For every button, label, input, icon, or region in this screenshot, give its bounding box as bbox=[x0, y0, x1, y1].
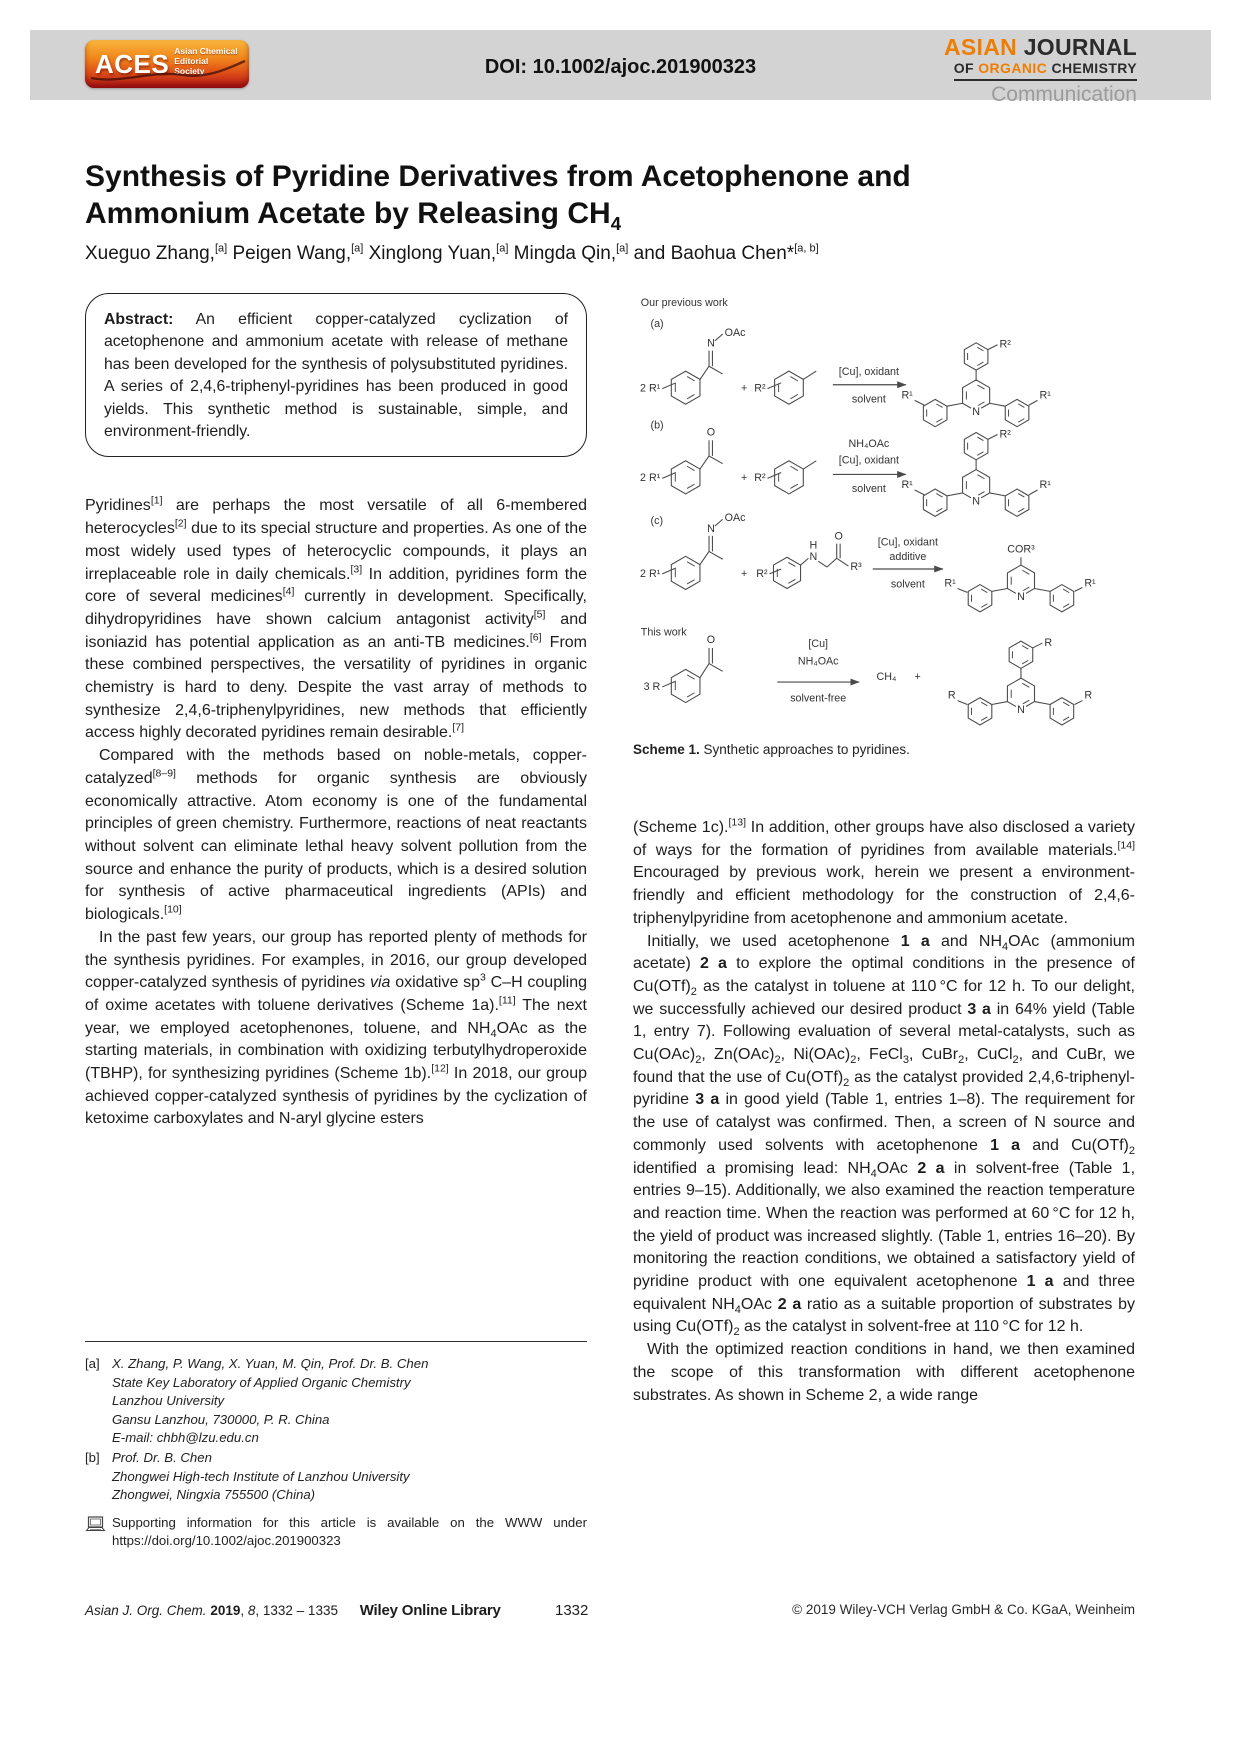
scheme-label-r1: R¹ bbox=[944, 577, 956, 590]
title-line-2: Ammonium Acetate by Releasing $CH_4$ bbox=[85, 197, 622, 234]
aromatic-bond bbox=[977, 437, 983, 441]
scheme-caption bbox=[633, 741, 1135, 759]
scheme-label-this_work: This work bbox=[640, 626, 687, 639]
aromatic-bond bbox=[687, 580, 694, 584]
scheme-label-three_r: 3 R bbox=[643, 680, 661, 693]
bond bbox=[988, 345, 998, 350]
right-column bbox=[633, 292, 1135, 1407]
aromatic-bond bbox=[1018, 508, 1024, 512]
bond bbox=[1029, 490, 1038, 495]
aromatic-bond bbox=[687, 377, 694, 381]
bond bbox=[992, 588, 1008, 591]
footnote-a-label: [a] bbox=[85, 1356, 100, 1371]
aromatic-bond bbox=[687, 675, 694, 679]
bond bbox=[947, 493, 963, 496]
scheme-label-o: O bbox=[834, 530, 843, 543]
scheme-label-r2: R² bbox=[754, 382, 766, 395]
scheme-label-n: N bbox=[972, 405, 980, 418]
aromatic-bond bbox=[936, 494, 942, 498]
footnote-b bbox=[85, 1449, 587, 1505]
scheme-label-two_r1: 2 R¹ bbox=[640, 382, 661, 395]
bond bbox=[700, 456, 709, 469]
scheme-label-solvent: solvent bbox=[851, 482, 886, 495]
scheme-label-cu_ox: [Cu], oxidant bbox=[877, 536, 938, 549]
scheme-label-o: O bbox=[706, 426, 716, 439]
scheme-label-o: O bbox=[706, 634, 716, 647]
bond bbox=[700, 664, 709, 678]
aromatic-bond bbox=[790, 484, 797, 488]
scheme-label-r1: R¹ bbox=[901, 389, 913, 402]
scheme-label-additive: additive bbox=[889, 551, 927, 564]
paragraph: Compared with the methods based on noble-metals, copper-catalyzed[8–9] methods for organic synthesis are obviously economically attractive. Atom economy is one of the fundamental principles of green chemistry. Furthermore, reactions of neat reactants without solvent can eliminate lethal heavy solvent pollution from the source and enhance the purity of products, which is a desired solution for synthesis of active pharmaceutical ingredients (APIs) and biologicals.[10] bbox=[85, 747, 587, 924]
bond bbox=[1033, 643, 1043, 648]
scheme-label-n: N bbox=[809, 551, 818, 564]
aromatic-bond bbox=[1063, 717, 1069, 721]
bond bbox=[709, 456, 723, 464]
abstract-box: Abstract: An efficient copper-catalyzed cyclization of acetophenone and ammonium acetate with release of methane has been developed for the synthesis of polysubstituted pyridines. A series of 2,4,6-triphenyl-pyridines has been produced in good yields. This synthetic method is sustainable, simple, and environment-friendly. bbox=[85, 293, 587, 457]
bond bbox=[709, 664, 723, 672]
journal-citation: Asian J. Org. Chem. 2019, 8, 1332 – 1335 bbox=[85, 1603, 338, 1618]
bond bbox=[1075, 588, 1083, 592]
aromatic-bond bbox=[790, 394, 797, 398]
left-column-body bbox=[85, 495, 587, 1131]
aromatic-bond bbox=[1022, 683, 1029, 687]
journal-subname-organic: ORGANIC bbox=[978, 60, 1048, 76]
bond bbox=[1035, 588, 1051, 591]
bond bbox=[988, 434, 998, 439]
authors-line: Xueguo Zhang,[a] Peigen Wang,[a] Xinglong Yuan,[a] Mingda Qin,[a] and Baohua Chen*[a, b] bbox=[85, 242, 819, 264]
footnote-a-content: X. Zhang, P. Wang, X. Yuan, M. Qin, Prof. Dr. B. Chen State Key Laboratory of Applied Organic Chemistry Lanzhou University Gansu Lanzhou, 730000, P. R. China E-mail: chbh@lzu.edu.cn bbox=[112, 1356, 429, 1446]
journal-subname-of: OF bbox=[953, 60, 974, 76]
aromatic-bond bbox=[977, 452, 983, 456]
scheme-label-nh4oac: NH₄OAc bbox=[848, 438, 890, 451]
aromatic-bond bbox=[687, 693, 694, 697]
aromatic-bond bbox=[1022, 570, 1029, 574]
footnote-divider bbox=[85, 1341, 587, 1342]
bond bbox=[1075, 701, 1083, 705]
paragraph: With the optimized reaction conditions in hand, we then examined the scope of this transformation with different acetophenone substrates. As shown in Scheme 2, a wide range bbox=[633, 1341, 1135, 1404]
aromatic-bond bbox=[1063, 604, 1069, 608]
bond bbox=[1035, 702, 1051, 705]
aromatic-bond bbox=[936, 508, 942, 512]
scheme-label-solvent: solvent bbox=[851, 393, 886, 406]
doi-text: DOI: 10.1002/ajoc.201900323 bbox=[484, 56, 757, 78]
scheme-label-cor3: COR³ bbox=[1007, 543, 1035, 556]
scheme-label-oac: OAc bbox=[724, 327, 746, 340]
bond bbox=[992, 702, 1008, 705]
article-type-label: Communication bbox=[991, 83, 1137, 106]
scheme-label-r3: R³ bbox=[850, 560, 862, 573]
journal-name-asian: ASIAN bbox=[943, 34, 1018, 60]
bond bbox=[715, 519, 723, 526]
scheme-label-r1: R¹ bbox=[1084, 577, 1096, 590]
scheme-label-c: (c) bbox=[650, 515, 664, 528]
aromatic-bond bbox=[1022, 660, 1028, 664]
aromatic-bond bbox=[1018, 419, 1024, 423]
aromatic-bond bbox=[936, 419, 942, 423]
scheme-caption-text: Synthetic approaches to pyridines. bbox=[699, 742, 910, 757]
scheme-label-r2: R² bbox=[999, 428, 1011, 441]
scheme-label-plus: + bbox=[914, 671, 921, 684]
journal-logo bbox=[944, 34, 1137, 106]
aromatic-bond bbox=[687, 466, 694, 470]
aromatic-bond bbox=[977, 475, 984, 479]
scheme-label-a: (a) bbox=[650, 318, 664, 331]
scheme-label-cu_ox: [Cu], oxidant bbox=[838, 366, 899, 379]
footnotes-block bbox=[85, 1341, 587, 1551]
aromatic-bond bbox=[981, 589, 987, 593]
aromatic-bond bbox=[981, 717, 987, 721]
scheme-label-cu_ox: [Cu], oxidant bbox=[838, 454, 899, 467]
bond bbox=[818, 561, 827, 567]
paragraph: In the past few years, our group has reported plenty of methods for the synthesis pyridines. For examples, in 2016, our group developed copper-catalyzed synthesis of pyridines via oxidative $sp^3$ C–H coupling of oxime acetates with toluene derivatives (Scheme 1a).[11] The next year, we employed acetophenones, toluene, and $NH_4OAc$ as the starting materials, in combination with oxidizing terbutylhydroperoxide (TBHP), for synthesizing pyridines (Scheme 1b).[12] In 2018, our group achieved copper-catalyzed synthesis of pyridines by the cyclization of ketoxime carboxylates and N-aryl glycine esters bbox=[85, 928, 588, 1128]
aromatic-bond bbox=[687, 484, 694, 488]
aromatic-bond bbox=[1018, 494, 1024, 498]
scheme-label-r2: R² bbox=[999, 338, 1011, 351]
scheme-label-n: N bbox=[972, 495, 980, 508]
aromatic-bond bbox=[687, 562, 694, 566]
footer-left bbox=[85, 1602, 501, 1619]
scheme-label-solvent_free: solvent-free bbox=[790, 692, 847, 705]
scheme-label-n: N bbox=[707, 337, 715, 350]
bond bbox=[827, 558, 837, 567]
supporting-info-text: Supporting information for this article is available on the WWW under https://doi.org/10.1002/ajoc.201900323 bbox=[112, 1514, 587, 1549]
scheme-label-plus: + bbox=[740, 472, 748, 485]
paragraph: Pyridines[1] are perhaps the most versatile of all 6-membered heterocycles[2] due to its special structure and properties. As one of the most widely used types of heterocyclic compounds, it plays an irreplaceable role in daily chemicals.[3] In addition, pyridines form the core of several medicines[4] currently in development. Specifically, dihydropyridines have shown calcium antagonist activity[5] and isoniazid has potential application as an anti-TB medicines.[6] From these combined perspectives, the versatility of pyridines in organic chemistry is hard to deny. Despite the vast array of methods to synthesize 2,4,6-triphenylpyridines, new methods that efficiently access highly decorated pyridines remain desirable.[7] bbox=[85, 495, 587, 742]
bond bbox=[709, 366, 723, 374]
journal-name-journal: JOURNAL bbox=[1023, 34, 1137, 60]
scheme-caption-label: Scheme 1. bbox=[633, 742, 700, 757]
bond bbox=[715, 334, 723, 341]
scheme-label-r: R bbox=[947, 689, 956, 702]
scheme-label-oac: OAc bbox=[724, 512, 746, 525]
bond bbox=[700, 551, 709, 564]
aromatic-bond bbox=[981, 604, 987, 608]
bond bbox=[801, 558, 809, 565]
laptop-icon bbox=[85, 1514, 112, 1539]
aromatic-bond bbox=[788, 562, 795, 566]
paragraph: Initially, we used acetophenone 1 a and $NH_4OAc$ (ammonium acetate) 2 a to explore the optimal conditions in the presence of $Cu(OTf)_2$ as the catalyst in toluene at 110 °C for 12 h. To our delight, we successfully achieved our desired product 3 a in 64% yield (Table 1, entry 7). Following evaluation of several metal-catalysts, such as $Cu(OAc)_2$, $Zn(OAc)_2$, $Ni(OAc)_2$, FeCl$_3$, CuBr$_2$, CuCl$_2$, and CuBr, we found that the use of $Cu(OTf)_2$ as the catalyst provided 2,4,6-triphenyl-pyridine 3 a in good yield (Table 1, entries 1–8). The requirement for the use of catalyst was confirmed. Then, a screen of N source and commonly used solvents with acetophenone 1 a and $Cu(OTf)_2$ identified a promising lead: $NH_4OAc$ 2 a in solvent-free (Table 1, entries 9–15). Additionally, we also examined the reaction temperature and reaction time. When the reaction was performed at 60 °C for 12 h, the yield of product was increased slightly. (Table 1, entries 16–20). By monitoring the reaction conditions, we obtained a satisfactory yield of pyridine product with one equivalent acetophenone 1 a and three equivalent $NH_4OAc$ 2 a ratio as a suitable proportion of substrates by using $Cu(OTf)_2$ as the catalyst in solvent-free at 110 °C for 12 h. bbox=[633, 932, 1136, 1339]
bond bbox=[709, 551, 723, 559]
bond bbox=[1029, 400, 1038, 405]
supporting-info bbox=[85, 1514, 587, 1551]
title-line-1: Synthesis of Pyridine Derivatives from Acetophenone and bbox=[85, 160, 911, 193]
aromatic-bond bbox=[977, 362, 983, 366]
bond bbox=[769, 569, 781, 574]
bond bbox=[958, 588, 968, 592]
scheme-label-r: R bbox=[1044, 636, 1053, 649]
scheme-label-plus: + bbox=[740, 567, 748, 580]
page-title bbox=[85, 158, 1095, 242]
scheme-label-prev: Our previous work bbox=[640, 296, 728, 309]
aromatic-bond bbox=[1022, 646, 1028, 650]
bond bbox=[958, 701, 968, 705]
bond bbox=[662, 383, 676, 389]
header-bar bbox=[30, 30, 1211, 106]
journal-subname bbox=[954, 60, 1137, 76]
right-column-body bbox=[633, 817, 1135, 1407]
scheme-1-figure bbox=[633, 292, 1135, 729]
bond bbox=[947, 403, 963, 406]
paragraph: (Scheme 1c).[13] In addition, other groups have also disclosed a variety of ways for the formation of pyridines from available materials.[14] Encouraged by previous work, herein we present a environment-friendly and efficient methodology for the construction of 2,4,6-triphenylpyridine from acetophenone and ammonium acetate. bbox=[633, 816, 1136, 927]
bond bbox=[700, 366, 709, 379]
bond bbox=[837, 558, 849, 566]
wiley-online-library-label: Wiley Online Library bbox=[359, 1602, 501, 1619]
bond bbox=[662, 568, 676, 574]
scheme-label-cu: [Cu] bbox=[808, 637, 829, 650]
scheme-label-h: H bbox=[809, 539, 818, 552]
bond bbox=[915, 490, 925, 495]
scheme-label-r: R bbox=[1084, 689, 1093, 702]
bond bbox=[662, 472, 676, 478]
journal-subname-underline bbox=[954, 60, 1137, 81]
scheme-label-n: N bbox=[1017, 591, 1025, 604]
aces-subtitle-line2: Editorial Society bbox=[174, 56, 209, 76]
journal-subname-chemistry: CHEMISTRY bbox=[1051, 60, 1137, 76]
aromatic-bond bbox=[977, 347, 983, 351]
scheme-label-n: N bbox=[1017, 704, 1025, 717]
aromatic-bond bbox=[936, 404, 942, 408]
footnote-b-label: [b] bbox=[85, 1449, 100, 1465]
scheme-label-n: N bbox=[707, 522, 715, 535]
journal-name bbox=[944, 34, 1137, 60]
aromatic-bond bbox=[687, 394, 694, 398]
aromatic-bond bbox=[977, 385, 984, 389]
bond bbox=[662, 681, 676, 687]
aromatic-bond bbox=[788, 579, 795, 583]
aces-acronym: ACES bbox=[95, 48, 170, 79]
scheme-label-r2: R² bbox=[756, 567, 768, 580]
page-number: 1332 bbox=[555, 1602, 589, 1619]
scheme-label-b: (b) bbox=[650, 419, 664, 432]
aces-subtitle-line1: Asian Chemical bbox=[174, 46, 238, 56]
aromatic-bond bbox=[1063, 589, 1069, 593]
aromatic-bond bbox=[790, 377, 797, 381]
copyright-line: © 2019 Wiley-VCH Verlag GmbH & Co. KGaA, Weinheim bbox=[792, 1602, 1135, 1617]
scheme-label-plus: + bbox=[740, 382, 748, 395]
bond bbox=[915, 400, 925, 405]
scheme-label-r1: R¹ bbox=[1039, 479, 1051, 492]
scheme-label-r2: R² bbox=[754, 472, 766, 485]
bond bbox=[990, 493, 1006, 496]
aromatic-bond bbox=[790, 466, 797, 470]
scheme-label-nh4oac: NH₄OAc bbox=[797, 655, 839, 668]
bond bbox=[990, 403, 1006, 406]
scheme-label-two_r1: 2 R¹ bbox=[640, 567, 661, 580]
bond bbox=[803, 371, 816, 379]
scheme-label-solvent: solvent bbox=[890, 578, 925, 591]
scheme-label-r1: R¹ bbox=[1039, 389, 1051, 402]
footnote-a bbox=[85, 1355, 587, 1448]
aromatic-bond bbox=[1018, 404, 1024, 408]
scheme-label-r1: R¹ bbox=[901, 479, 913, 492]
aromatic-bond bbox=[1063, 702, 1069, 706]
scheme-label-two_r1: 2 R¹ bbox=[640, 472, 661, 485]
bond bbox=[803, 461, 816, 469]
footnote-b-content: Prof. Dr. B. Chen Zhongwei High-tech Institute of Lanzhou University Zhongwei, Ningxia 755500 (China) bbox=[112, 1449, 410, 1503]
scheme-label-ch4: CH₄ bbox=[876, 671, 897, 684]
left-column bbox=[85, 293, 587, 1131]
aromatic-bond bbox=[981, 702, 987, 706]
